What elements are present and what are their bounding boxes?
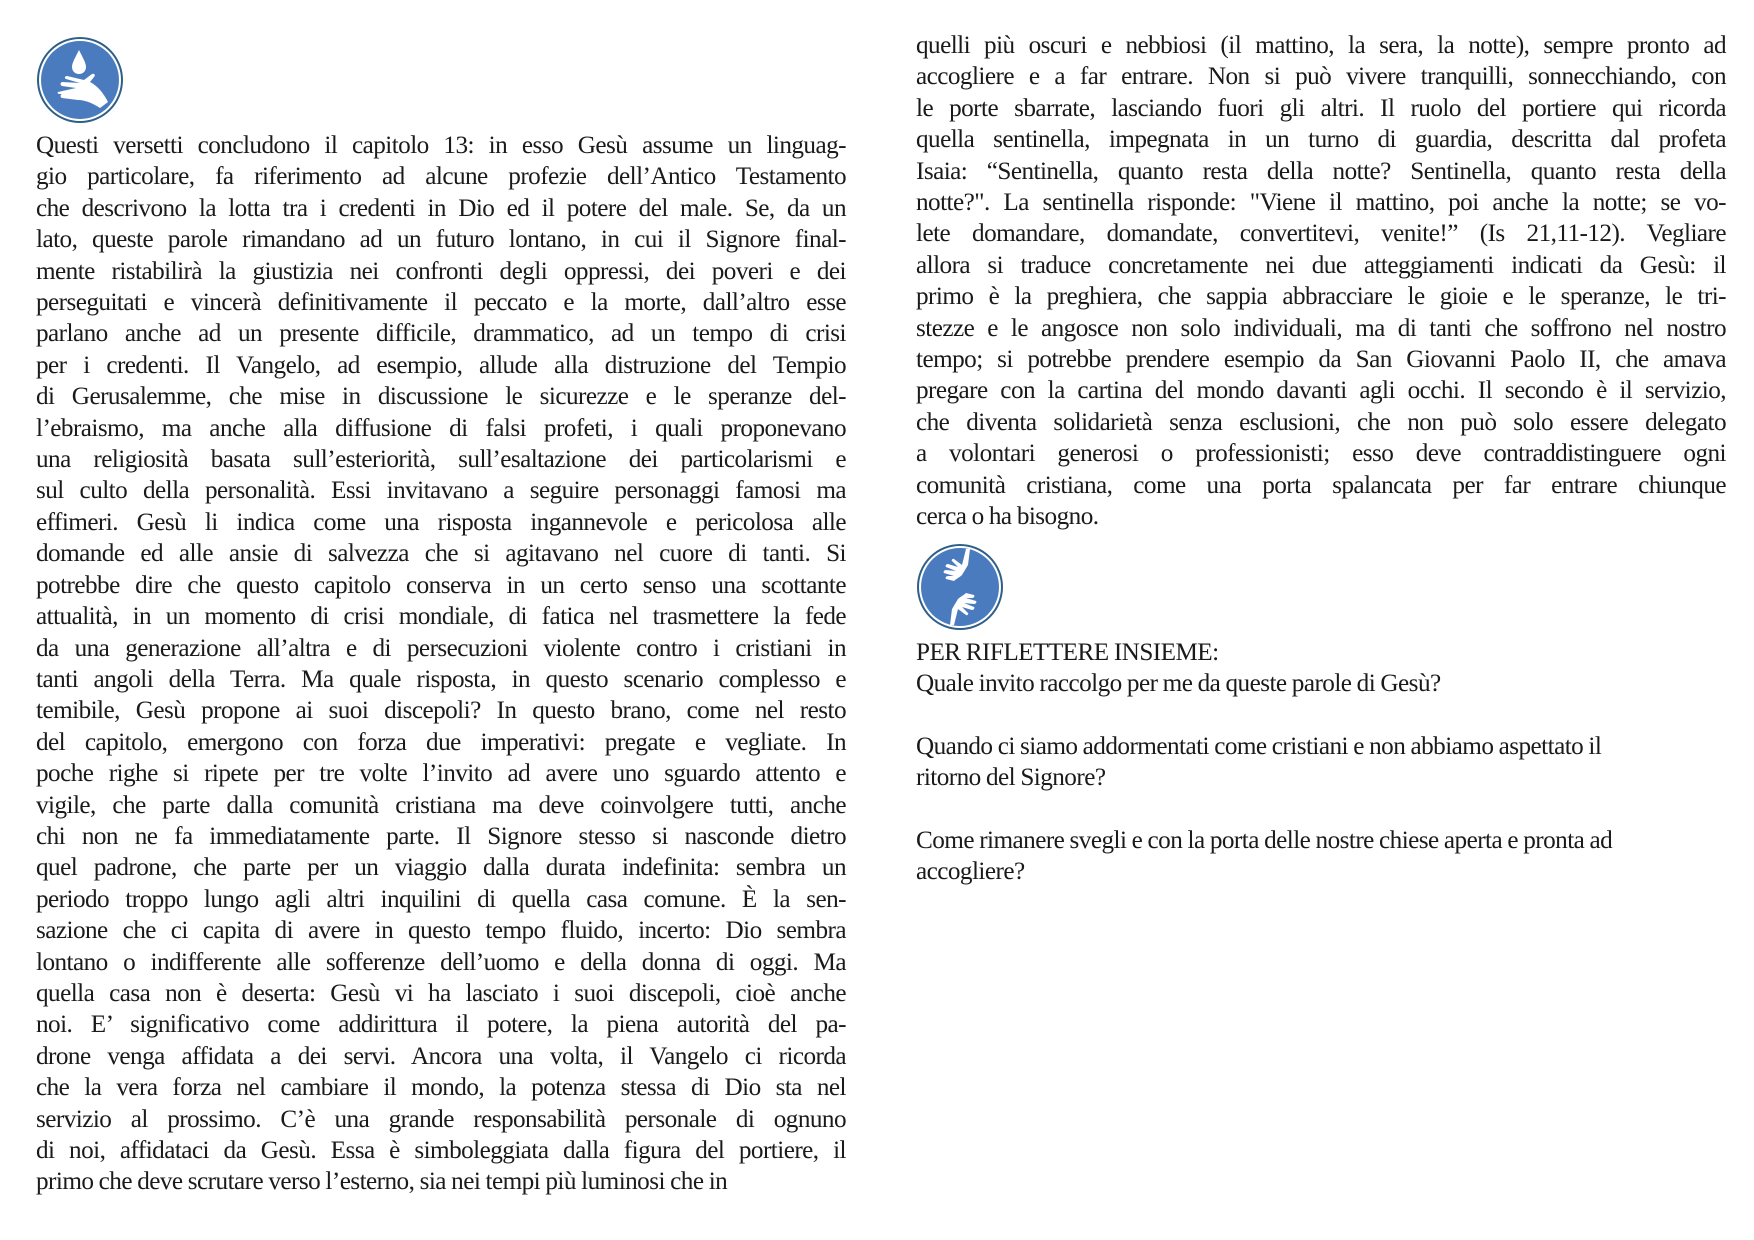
text-line: del capitolo, emergono con forza due imperativi: pregate e vegliate. In	[36, 728, 846, 756]
text-line: a volontari generosi o professionisti; esso deve contraddistinguere ogni	[916, 440, 1726, 468]
text-line: noi. E’ significativo come addirittura il potere, la piena autorità del pa-	[36, 1011, 846, 1039]
text-line: le porte sbarrate, lasciando fuori gli altri. Il ruolo del portiere qui ricorda	[916, 94, 1726, 122]
text-line: servizio al prossimo. C’è una grande responsabilità personale di ognuno	[36, 1105, 846, 1133]
left-body-text	[36, 130, 846, 1198]
text-line: per i credenti. Il Vangelo, ad esempio, allude alla distruzione del Tempio	[36, 351, 846, 379]
text-line: quel padrone, che parte per un viaggio dalla durata indefinita: sembra un	[36, 854, 846, 882]
right-body-text	[916, 30, 1726, 533]
text-line: che la vera forza nel cambiare il mondo, la potenza stessa di Dio sta nel	[36, 1074, 846, 1102]
text-line: domande ed alle ansie di salvezza che si agitavano nel cuore di tanti. Si	[36, 540, 846, 568]
text-line: stezze e le angosce non solo individuali, ma di tanti che soffrono nel nostro	[916, 314, 1726, 342]
text-line: lontano o indifferente alle sofferenze dell’uomo e della donna di oggi. Ma	[36, 948, 846, 976]
text-line: gio particolare, fa riferimento ad alcune profezie dell’Antico Testamento	[36, 163, 846, 191]
text-line: attualità, in un momento di crisi mondiale, di fatica nel trasmettere la fede	[36, 603, 846, 631]
helping-hands-icon	[916, 543, 1004, 631]
hand-with-drop-icon	[36, 36, 124, 124]
reflection-question-2-line-1: Quando ci siamo addormentati come cristiani e non abbiamo aspettato il	[916, 732, 1602, 760]
text-line: vigile, che parte dalla comunità cristiana ma deve coinvolgere tutti, anche	[36, 791, 846, 819]
text-line: l’ebraismo, ma anche alla diffusione di falsi profeti, i quali proponevano	[36, 414, 846, 442]
text-line: tanti angoli della Terra. Ma quale risposta, in questo scenario complesso e	[36, 665, 846, 693]
text-line: una religiosità basata sull’esteriorità, sull’esaltazione dei particolarismi e	[36, 446, 846, 474]
text-line: poche righe si ripete per tre volte l’invito ad avere uno sguardo attento e	[36, 760, 846, 788]
text-line: mente ristabilirà la giustizia nei confronti degli oppressi, dei poveri e dei	[36, 257, 846, 285]
reflection-question-1: Quale invito raccolgo per me da queste parole di Gesù?	[916, 669, 1441, 697]
text-line: comunità cristiana, come una porta spalancata per far entrare chiunque	[916, 471, 1726, 499]
text-line: Questi versetti concludono il capitolo 13: in esso Gesù assume un linguag-	[36, 132, 846, 159]
text-line: parlano anche ad un presente difficile, drammatico, ad un tempo di crisi	[36, 320, 846, 348]
text-line: di noi, affidataci da Gesù. Essa è simboleggiata dalla figura del portiere, il	[36, 1137, 846, 1164]
text-line: notte?". La sentinella risponde: "Viene il mattino, poi anche la notte; se vo-	[916, 189, 1726, 217]
text-line: cerca o ha bisogno.	[916, 503, 1099, 531]
reflection-question-3-line-1: Come rimanere svegli e con la porta delle nostre chiese aperta e pronta ad	[916, 826, 1613, 854]
text-line: da una generazione all’altra e di persecuzioni violente contro i cristiani in	[36, 634, 846, 662]
text-line: che diventa solidarietà senza esclusioni, che non può solo essere delegato	[916, 408, 1726, 436]
right-column	[916, 30, 1726, 888]
text-line: potrebbe dire che questo capitolo conserva in un certo senso una scottante	[36, 571, 846, 599]
text-line: sazione che ci capita di avere in questo tempo fluido, incerto: Dio sembra	[36, 917, 846, 945]
text-line: quella casa non è deserta: Gesù vi ha lasciato i suoi discepoli, cioè anche	[36, 979, 846, 1007]
text-line: temibile, Gesù propone ai suoi discepoli? In questo brano, come nel resto	[36, 697, 846, 725]
text-line: quella sentinella, impegnata in un turno di guardia, descritta dal profeta	[916, 126, 1726, 154]
text-line: accogliere e a far entrare. Non si può vivere tranquilli, sonnecchiando, con	[916, 63, 1726, 91]
text-line: lete domandare, domandate, convertitevi, venite!” (Is 21,11-12). Vegliare	[916, 220, 1726, 248]
text-line: effimeri. Gesù li indica come una risposta ingannevole e pericolosa alle	[36, 508, 846, 536]
text-line: lato, queste parole rimandano ad un futuro lontano, in cui il Signore final-	[36, 226, 846, 254]
reflection-question-2-line-2: ritorno del Signore?	[916, 764, 1106, 792]
text-line: periodo troppo lungo agli altri inquilini di quella casa comune. È la sen-	[36, 885, 846, 913]
text-line: tempo; si potrebbe prendere esempio da San Giovanni Paolo II, che amava	[916, 346, 1726, 374]
text-line: drone venga affidata a dei servi. Ancora una volta, il Vangelo ci ricorda	[36, 1042, 846, 1070]
text-line: di Gerusalemme, che mise in discussione le sicurezze e le speranze del-	[36, 383, 846, 411]
text-line: primo è la preghiera, che sappia abbracciare le gioie e le speranze, le tri-	[916, 283, 1726, 311]
text-line: perseguitati e vincerà definitivamente il peccato e la morte, dall’altro esse	[36, 289, 846, 317]
left-column	[36, 36, 846, 1198]
reflection-question-3-line-2: accogliere?	[916, 858, 1025, 886]
reflection-section	[916, 637, 1726, 888]
text-line: che descrivono la lotta tra i credenti in Dio ed il potere del male. Se, da un	[36, 194, 846, 222]
text-line: primo che deve scrutare verso l’esterno, sia nei tempi più luminosi che in	[36, 1168, 728, 1196]
text-line: chi non ne fa immediatamente parte. Il Signore stesso si nasconde dietro	[36, 822, 846, 850]
text-line: Isaia: “Sentinella, quanto resta della notte? Sentinella, quanto resta della	[916, 157, 1726, 185]
text-line: sul culto della personalità. Essi invitavano a seguire personaggi famosi ma	[36, 477, 846, 505]
text-line: pregare con la cartina del mondo davanti agli occhi. Il secondo è il servizio,	[916, 377, 1726, 405]
reflection-heading: PER RIFLETTERE INSIEME:	[916, 638, 1219, 666]
text-line: allora si traduce concretamente nei due atteggiamenti indicati da Gesù: il	[916, 251, 1726, 279]
text-line: quelli più oscuri e nebbiosi (il mattino, la sera, la notte), sempre pronto ad	[916, 32, 1726, 59]
